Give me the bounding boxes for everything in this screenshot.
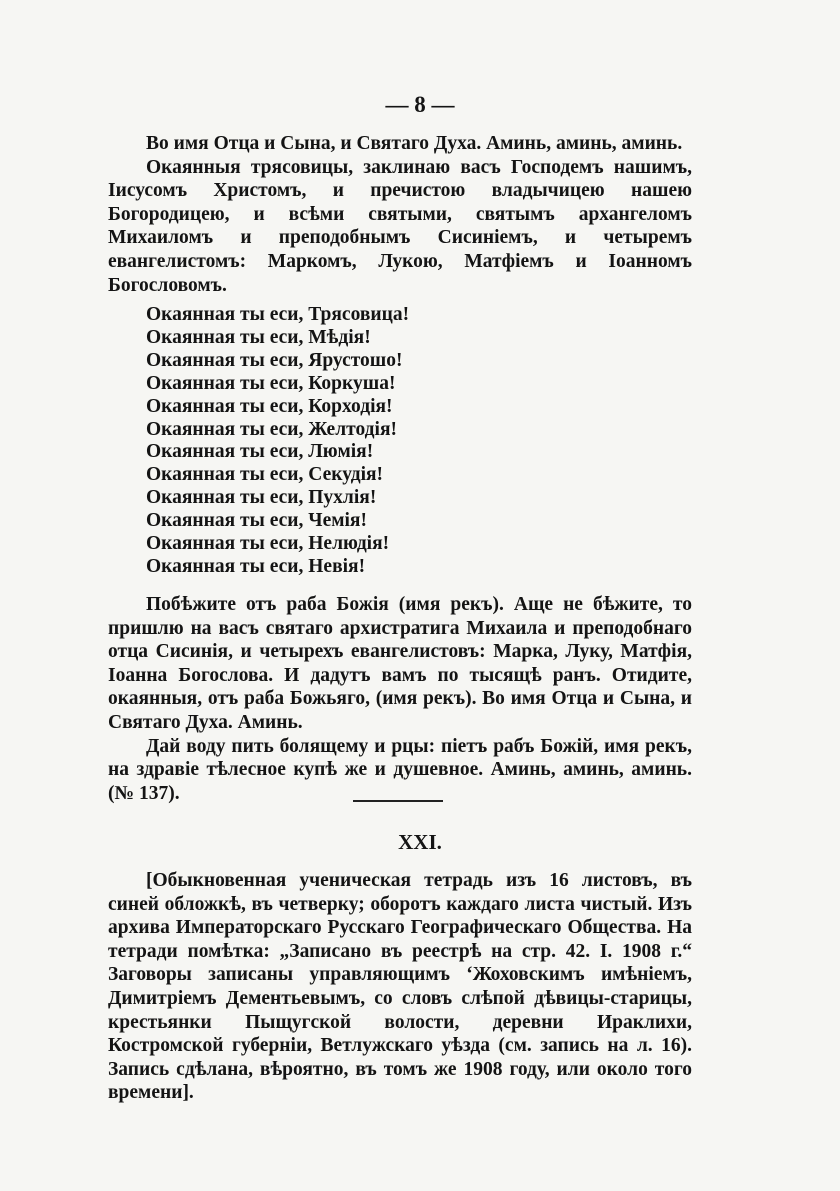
litany-line: Окаянная ты еси, Трясовица! [146,304,410,325]
litany-line: Окаянная ты еси, Нелюдія! [146,533,390,555]
page-number: — 8 — [385,92,455,117]
litany-list [146,304,546,579]
banishment-paragraph: Побѣжите отъ раба Божія (имя рекъ). Аще не бѣжите, то пришлю на васъ святаго архистратига Михаила и преподобнаго отца Сисинія, и четырехъ евангелистовъ: Марка, Луку, Матфія, Іоанна Богослова. И дадутъ вамъ по тысящѣ ранъ. Отидите, окаянныя, отъ раба Божьяго, (имя рекъ). Во имя Отца и Сына, и Святаго Духа. Аминь. [108,594,692,733]
litany-line: Окаянная ты еси, Желтодія! [146,418,397,440]
conjuration-paragraph: Окаянныя трясовицы, заклинаю васъ Господемъ нашимъ, Іисусомъ Христомъ, и пречистою владычицею нашею Богородицею, и всѣми святыми, святымъ архангеломъ Михаиломъ и преподобнымъ Сисиніемъ, и четыремъ евангелистомъ: Маркомъ, Лукою, Матфіемъ и Іоанномъ Богословомъ. [108,156,692,296]
source-note [108,869,692,1105]
section-title: XXI. [398,830,442,854]
litany-line: Окаянная ты еси, Ярустошо! [146,349,403,371]
litany-line: Окаянная ты еси, Чемія! [146,510,367,532]
invocation-paragraph: Во имя Отца и Сына, и Святаго Духа. Аминь, аминь, аминь. [146,133,683,154]
closing-text [108,593,692,805]
litany-line: Окаянная ты еси, Невія! [146,555,366,577]
litany-line: Окаянная ты еси, Секудія! [146,464,384,486]
litany-line: Окаянная ты еси, Мѣдія! [146,326,371,348]
instruction-paragraph: Дай воду пить болящему и рцы: піетъ рабъ Божій, имя рекъ, на здравіе тѣлесное купѣ же и душевное. Аминь, аминь, аминь. (№ 137). [108,735,692,804]
litany-line: Окаянная ты еси, Пухлія! [146,487,377,509]
litany-line: Окаянная ты еси, Коркуша! [146,372,396,394]
source-note-paragraph: [Обыкновенная ученическая тетрадь изъ 16 листовъ, въ синей обложкѣ, въ четверку; оборотъ каждаго листа чистый. Изъ архива Императорскаго Русскаго Географическаго Общества. На тетради помѣтка: „Записано въ реестрѣ на стр. 42. I. 1908 г.“ Заговоры записаны управляющимъ ‘Жоховскимъ имѣніемъ, Димитріемъ Дементьевымъ, со словъ слѣпой дѣвицы-старицы, крестьянки Пыщугской волости, деревни Ираклихи, Костромской губерніи, Ветлужскаго уѣзда (см. запись на л. 16). Запись сдѣлана, вѣроятно, въ томъ же 1908 году, или около того времени]. [108,870,692,1104]
section-divider [353,800,443,802]
litany-line: Окаянная ты еси, Корходія! [146,395,393,417]
litany-line: Окаянная ты еси, Люмія! [146,441,374,463]
opening-text [108,132,692,297]
